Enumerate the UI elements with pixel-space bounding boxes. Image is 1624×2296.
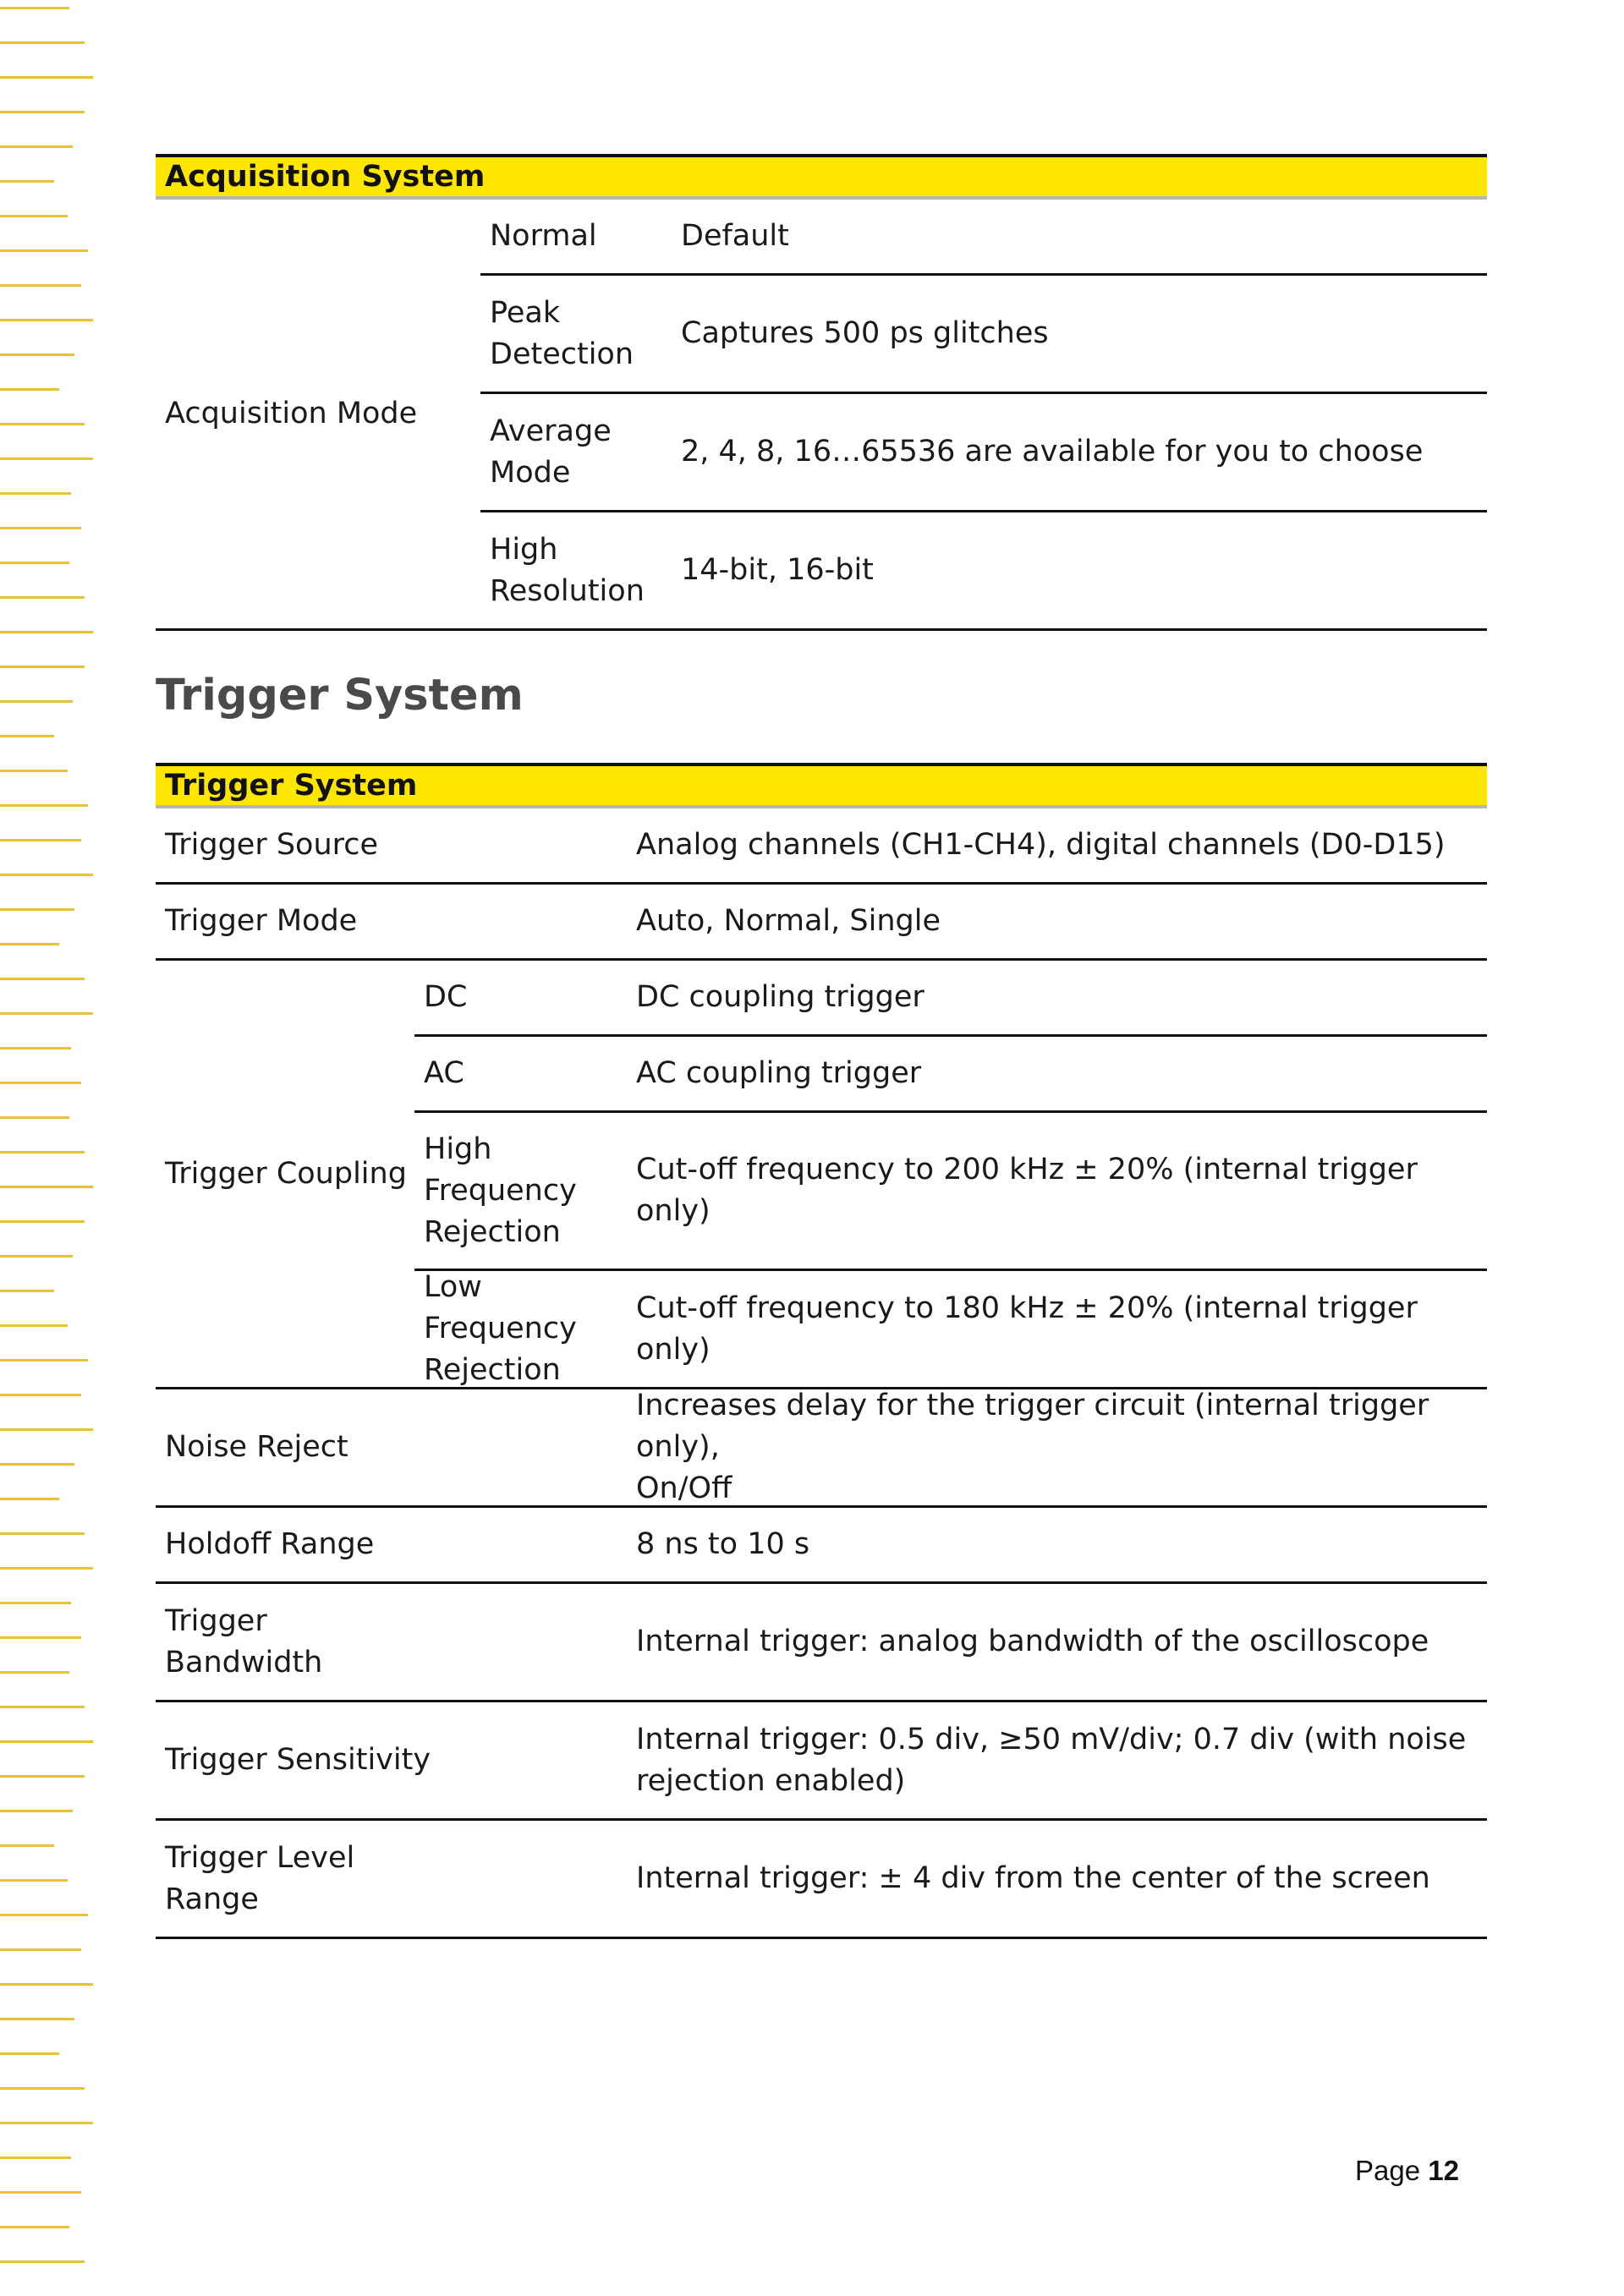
margin-stripe bbox=[0, 1706, 85, 1708]
margin-stripe bbox=[0, 284, 81, 287]
margin-stripe bbox=[0, 1602, 71, 1604]
margin-stripe bbox=[0, 111, 85, 113]
trigger-bandwidth-label bbox=[156, 1584, 627, 1702]
trigger-coupling-label-text: Trigger Coupling bbox=[165, 1156, 407, 1191]
margin-stripe bbox=[0, 7, 69, 9]
margin-stripe bbox=[0, 770, 68, 772]
acq-row-value bbox=[672, 394, 1487, 512]
coupling-row-value-text: AC coupling trigger bbox=[636, 1056, 922, 1090]
holdoff-range-value-text: 8 ns to 10 s bbox=[636, 1527, 810, 1561]
margin-stripe bbox=[0, 1186, 93, 1188]
margin-stripe bbox=[0, 2122, 93, 2124]
acq-row-value bbox=[672, 276, 1487, 394]
margin-stripe bbox=[0, 943, 59, 945]
acq-row-name bbox=[480, 276, 672, 394]
margin-stripe bbox=[0, 1844, 54, 1847]
margin-stripe bbox=[0, 1255, 73, 1258]
margin-stripe bbox=[0, 458, 93, 460]
coupling-row-value bbox=[627, 1113, 1487, 1271]
margin-stripe bbox=[0, 1914, 88, 1916]
margin-stripe bbox=[0, 145, 73, 148]
margin-stripe bbox=[0, 1879, 68, 1882]
margin-stripe bbox=[0, 1498, 59, 1500]
margin-stripe bbox=[0, 1671, 69, 1674]
margin-stripe bbox=[0, 839, 81, 841]
margin-stripe bbox=[0, 1012, 93, 1015]
acq-row-value-text: Default bbox=[681, 219, 789, 253]
margin-stripe bbox=[0, 319, 93, 321]
trigger-sensitivity-label-text: Trigger Sensitivity bbox=[165, 1743, 431, 1777]
margin-stripe bbox=[0, 700, 73, 703]
trigger-source-value bbox=[627, 808, 1487, 885]
margin-stripe bbox=[0, 1116, 69, 1119]
coupling-row-name bbox=[414, 961, 627, 1037]
margin-stripe bbox=[0, 1983, 93, 1986]
margin-stripe bbox=[0, 562, 69, 564]
margin-stripe bbox=[0, 2052, 59, 2055]
margin-stripe bbox=[0, 1324, 68, 1327]
page-number-value: 12 bbox=[1428, 2155, 1459, 2186]
margin-stripe bbox=[0, 1082, 81, 1084]
holdoff-range-value bbox=[627, 1508, 1487, 1584]
trigger-level-range-label bbox=[156, 1821, 627, 1939]
noise-reject-value-text: Increases delay for the trigger circuit (internal trigger only), On/Off bbox=[636, 1389, 1429, 1505]
coupling-row-name-text: AC bbox=[424, 1056, 464, 1090]
margin-stripe bbox=[0, 631, 93, 633]
margin-stripe bbox=[0, 215, 68, 217]
margin-stripe bbox=[0, 1636, 81, 1639]
acq-row-name-text: High Resolution bbox=[490, 532, 645, 608]
page-number bbox=[1355, 2155, 1459, 2187]
coupling-row-name bbox=[414, 1113, 627, 1271]
coupling-row-name bbox=[414, 1271, 627, 1389]
noise-reject-value bbox=[627, 1389, 1487, 1508]
coupling-row-value bbox=[627, 1037, 1487, 1113]
margin-stripe bbox=[0, 804, 88, 807]
holdoff-range-label-text: Holdoff Range bbox=[165, 1527, 375, 1561]
margin-stripe bbox=[0, 874, 93, 876]
trigger-sensitivity-value bbox=[627, 1702, 1487, 1821]
margin-stripe bbox=[0, 2260, 85, 2263]
margin-stripe bbox=[0, 1740, 93, 1743]
margin-stripe bbox=[0, 1810, 73, 1812]
acquisition-table-header: Acquisition System bbox=[156, 154, 1487, 200]
margin-stripe bbox=[0, 2191, 81, 2194]
margin-stripe bbox=[0, 2226, 69, 2228]
acq-row-name bbox=[480, 512, 672, 631]
trigger-mode-value-text: Auto, Normal, Single bbox=[636, 904, 941, 938]
margin-stripe bbox=[0, 908, 74, 911]
margin-stripe bbox=[0, 1290, 54, 1292]
margin-stripe bbox=[0, 249, 88, 252]
margin-stripe bbox=[0, 1567, 93, 1570]
trigger-mode-label bbox=[156, 885, 627, 961]
margin-stripe bbox=[0, 666, 85, 668]
coupling-row-name bbox=[414, 1037, 627, 1113]
acquisition-mode-label bbox=[156, 200, 480, 631]
margin-stripe bbox=[0, 1220, 85, 1223]
acq-row-name bbox=[480, 394, 672, 512]
acq-row-value-text: Captures 500 ps glitches bbox=[681, 316, 1049, 350]
margin-stripe bbox=[0, 2018, 74, 2020]
acq-row-value-text: 2, 4, 8, 16…65536 are available for you to choose bbox=[681, 435, 1424, 469]
trigger-source-value-text: Analog channels (CH1-CH4), digital channels (D0-D15) bbox=[636, 828, 1446, 862]
margin-stripe bbox=[0, 492, 71, 495]
margin-stripe bbox=[0, 1359, 88, 1362]
margin-stripe bbox=[0, 2087, 85, 2090]
trigger-sensitivity-label bbox=[156, 1702, 627, 1821]
page-number-prefix: Page bbox=[1355, 2155, 1421, 2186]
acquisition-table bbox=[156, 154, 1487, 631]
margin-stripe bbox=[0, 1948, 81, 1951]
margin-stripe bbox=[0, 2156, 71, 2159]
trigger-bandwidth-value-text: Internal trigger: analog bandwidth of the oscilloscope bbox=[636, 1625, 1429, 1658]
trigger-source-label bbox=[156, 808, 627, 885]
trigger-coupling-label bbox=[156, 961, 414, 1389]
margin-stripe bbox=[0, 76, 93, 79]
margin-stripe bbox=[0, 41, 85, 44]
margin-stripe bbox=[0, 353, 74, 356]
trigger-bandwidth-label-text: Trigger Bandwidth bbox=[165, 1603, 323, 1680]
trigger-level-range-value bbox=[627, 1821, 1487, 1939]
trigger-source-label-text: Trigger Source bbox=[165, 828, 379, 862]
trigger-level-range-value-text: Internal trigger: ± 4 div from the center of the screen bbox=[636, 1861, 1430, 1895]
acq-row-name-text: Normal bbox=[490, 219, 597, 253]
coupling-row-value-text: Cut-off frequency to 200 kHz ± 20% (internal trigger only) bbox=[636, 1153, 1418, 1228]
coupling-row-name-text: High Frequency Rejection bbox=[424, 1132, 577, 1249]
coupling-row-value bbox=[627, 961, 1487, 1037]
margin-stripe bbox=[0, 1463, 74, 1466]
margin-stripe bbox=[0, 735, 54, 737]
acquisition-mode-label-text: Acquisition Mode bbox=[165, 397, 418, 430]
trigger-bandwidth-value bbox=[627, 1584, 1487, 1702]
holdoff-range-label bbox=[156, 1508, 627, 1584]
coupling-row-name-text: Low Frequency Rejection bbox=[424, 1270, 577, 1387]
margin-stripe bbox=[0, 1775, 85, 1778]
trigger-sensitivity-value-text: Internal trigger: 0.5 div, ≥50 mV/div; 0.7 div (with noise rejection enabled) bbox=[636, 1722, 1467, 1798]
acq-row-value bbox=[672, 200, 1487, 276]
noise-reject-label-text: Noise Reject bbox=[165, 1430, 348, 1464]
trigger-level-range-label-text: Trigger Level Range bbox=[165, 1840, 355, 1916]
acq-row-value-text: 14-bit, 16-bit bbox=[681, 553, 874, 587]
margin-stripe bbox=[0, 423, 85, 425]
margin-stripe bbox=[0, 180, 54, 183]
coupling-row-value-text: DC coupling trigger bbox=[636, 980, 924, 1014]
margin-stripe bbox=[0, 1532, 85, 1535]
trigger-mode-value bbox=[627, 885, 1487, 961]
acq-row-name-text: Peak Detection bbox=[490, 295, 634, 371]
acq-row-name bbox=[480, 200, 672, 276]
margin-stripe bbox=[0, 596, 85, 599]
margin-stripe bbox=[0, 1428, 93, 1431]
acq-row-name-text: Average Mode bbox=[490, 414, 612, 490]
trigger-table-header: Trigger System bbox=[156, 763, 1487, 808]
margin-stripe bbox=[0, 1047, 71, 1049]
margin-stripe bbox=[0, 527, 81, 529]
coupling-row-name-text: DC bbox=[424, 980, 468, 1014]
noise-reject-label bbox=[156, 1389, 627, 1508]
coupling-row-value bbox=[627, 1271, 1487, 1389]
acq-row-value bbox=[672, 512, 1487, 631]
trigger-mode-label-text: Trigger Mode bbox=[165, 904, 358, 938]
margin-stripe bbox=[0, 978, 85, 980]
coupling-row-value-text: Cut-off frequency to 180 kHz ± 20% (internal trigger only) bbox=[636, 1290, 1418, 1367]
margin-stripes bbox=[0, 0, 97, 2296]
margin-stripe bbox=[0, 388, 59, 391]
margin-stripe bbox=[0, 1394, 81, 1396]
margin-stripe bbox=[0, 1151, 85, 1153]
section-heading-trigger: Trigger System bbox=[156, 671, 524, 721]
trigger-table bbox=[156, 763, 1487, 1939]
